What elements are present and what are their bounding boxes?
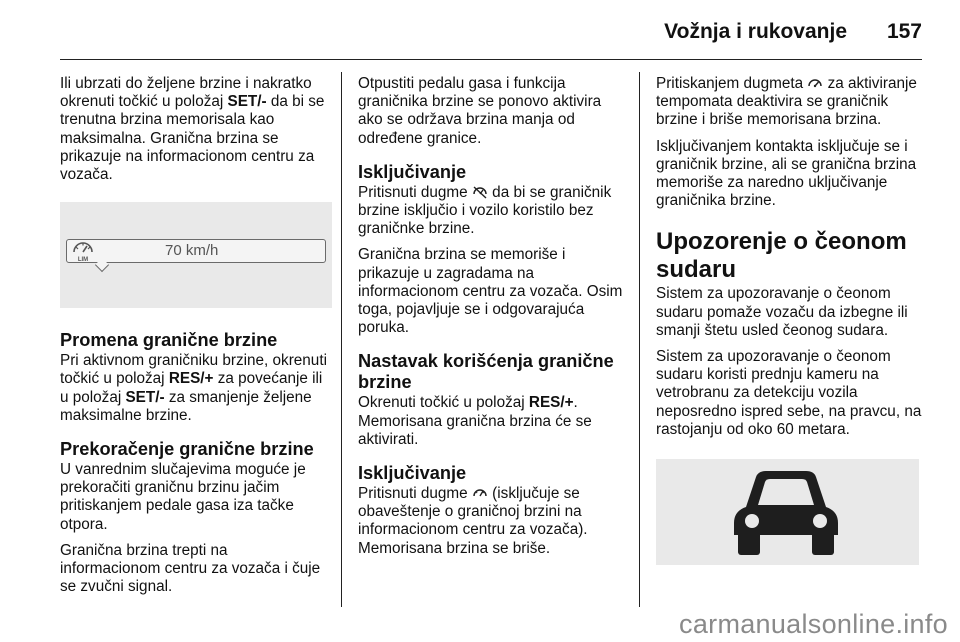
column-divider-2 — [639, 72, 640, 607]
intro-paragraph: Ili ubrzati do željene brzine i nakratko okrenuti točkić u položaj SET/- da bi se trenutna brzina memorisala kao maksimalna. Granična brzina se prikazuje na informacionom centru za vozača. — [60, 75, 325, 184]
car-front-icon — [726, 465, 846, 559]
heading-change-limit: Promena granične brzine — [60, 330, 278, 351]
limiter-off-icon — [472, 185, 488, 199]
display-pointer — [95, 258, 109, 272]
cruise-control-icon — [807, 76, 823, 90]
switch-off-paragraph: Pritisnuti dugme (isključuje se obaveštenje o graničnoj brzini na informacionom centru za vozača). Memorisana brzina se briše. — [358, 485, 588, 557]
ignition-paragraph: Isključivanjem kontakta isključuje se i graničnik brzine, ali se granična brzina memoriše za naredno uključivanje graničnika brzine. — [656, 137, 917, 210]
speed-limit-value: 70 km/h — [165, 242, 219, 260]
collision-paragraph-1: Sistem za upozoravanje o čeonom sudaru pomaže vozaču da izbegne ili smanji štetu usled čeonog sudara. — [656, 285, 908, 339]
heading-exceeding-limit: Prekoračenje granične brzine — [60, 439, 314, 460]
column-3 — [656, 75, 928, 447]
speed-limiter-icon — [71, 240, 95, 262]
page-number: 157 — [886, 20, 922, 43]
release-pedal-paragraph: Otpustiti pedalu gasa i funkcija graničnika brzine se ponovo aktivira ako se održava brzina manja od određene granice. — [358, 75, 602, 147]
page-header — [60, 0, 922, 60]
column-divider-1 — [341, 72, 342, 607]
driver-info-display — [66, 239, 326, 263]
resume-paragraph: Okrenuti točkić u položaj RES/+. Memorisana granična brzina će se aktivirati. — [358, 394, 592, 448]
speed-limiter-button-icon — [472, 486, 488, 500]
watermark-text: carmanualsonline.info — [679, 609, 948, 639]
svg-text:LIM: LIM — [77, 257, 89, 263]
column-2 — [358, 75, 630, 566]
collision-paragraph-2: Sistem za upozoravanje o čeonom sudaru koristi prednju kameru na vetrobranu za detekciju vozila neposredno ispred sebe, na pravcu, na rastojanju od oko 60 metara. — [656, 348, 922, 438]
cruise-control-paragraph: Pritiskanjem dugmeta za aktiviranje tempomata deaktivira se graničnik brzine i briše memorisana brzina. — [656, 75, 917, 129]
exceeding-paragraph-1: U vanrednim slučajevima moguće je prekoračiti graničnu brzinu jačim pritiskanjem pedale gasa iza tačke otpora. — [60, 461, 306, 533]
forward-collision-illustration — [656, 459, 919, 565]
heading-deactivation: Isključivanje — [358, 161, 467, 182]
set-minus-label: SET/- — [227, 93, 267, 111]
heading-resume: Nastavak korišćenja granične brzine — [358, 351, 614, 393]
heading-forward-collision-alert: Upozorenje o čeonom sudaru — [656, 228, 907, 284]
speed-limiter-display-illustration — [60, 202, 332, 308]
deactivation-paragraph-1: Pritisnuti dugme da bi se graničnik brzine isključio i vozilo koristilo bez graničnke brzine. — [358, 183, 612, 238]
change-limit-paragraph: Pri aktivnom graničniku brzine, okrenuti točkić u položaj RES/+ za povećanje ili u položaj SET/- za smanjenje željene maksimalne brzine. — [60, 352, 327, 424]
exceeding-paragraph-2: Granična brzina trepti na informacionom centru za vozača i čuje se zvučni signal. — [60, 541, 321, 596]
column-1 — [60, 75, 332, 604]
heading-switch-off: Isključivanje — [358, 463, 467, 484]
deactivation-paragraph-2: Granična brzina se memoriše i prikazuje u zagradama na informacionom centru za vozača. Osim toga, pojavljuje se i odgovarajuća poruka. — [358, 246, 623, 337]
page-title: Vožnja i rukovanje — [664, 20, 847, 43]
